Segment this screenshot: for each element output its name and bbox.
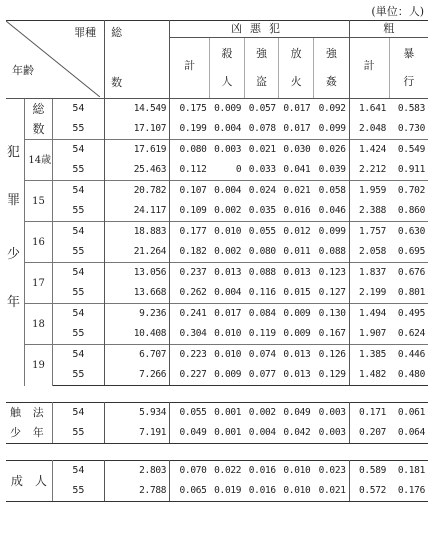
year-cell: 54 [52, 140, 105, 161]
value-cell: 0.009 [214, 103, 242, 114]
value-cell: 0.112 [179, 164, 207, 175]
value-cell: 0.446 [389, 345, 428, 366]
value-cell: 17.619 [105, 140, 170, 161]
age-label [25, 345, 52, 386]
corner-bottom-label: 年齢 [12, 64, 34, 77]
value-cell: 0.033 [248, 164, 276, 175]
value-cell: 1.494 [349, 304, 389, 325]
year-cell: 55 [52, 324, 105, 345]
shokuho-label-a: 触 [6, 403, 25, 424]
table-row [6, 283, 428, 304]
sub-header-top: 計 [184, 59, 196, 72]
value-cell: 21.264 [105, 242, 170, 263]
value-cell: 0.041 [283, 164, 311, 175]
value-cell: 2.212 [358, 164, 387, 175]
sub-header-top: 強 [256, 47, 268, 60]
value-cell: 0.039 [313, 160, 349, 181]
value-cell: 1.641 [358, 103, 387, 114]
value-cell: 0.092 [313, 99, 349, 120]
value-cell: 0.001 [210, 403, 245, 424]
value-cell: 0.003 [313, 423, 349, 444]
value-cell: 0.009 [279, 304, 314, 325]
value-cell: 0.011 [283, 246, 311, 257]
value-cell: 0.001 [210, 423, 245, 444]
value-cell: 0.730 [397, 123, 425, 134]
spacer-row [6, 386, 428, 403]
sub-header-bottom: 火 [290, 75, 302, 88]
value-cell: 0.129 [313, 365, 349, 386]
value-cell: 2.788 [105, 481, 170, 502]
value-cell: 0.013 [279, 345, 314, 366]
value-cell: 0.572 [349, 481, 389, 502]
rough-crime-header: 粗 [349, 21, 428, 38]
value-cell: 0.695 [397, 246, 425, 257]
age-label-line2: 数 [32, 122, 45, 136]
value-cell: 0.175 [179, 103, 207, 114]
juvenile-label [6, 99, 25, 386]
value-cell: 1.907 [358, 328, 387, 339]
value-cell: 0.004 [214, 123, 242, 134]
value-cell: 0.026 [313, 140, 349, 161]
value-cell: 0.199 [179, 123, 207, 134]
age-label-line1: 総 [32, 102, 45, 116]
value-cell: 0.004 [244, 423, 279, 444]
age-label [25, 140, 52, 181]
value-cell: 0.099 [313, 222, 349, 243]
value-cell: 0.107 [170, 181, 210, 202]
sub-header [170, 38, 210, 99]
age-label-text: 16 [32, 237, 45, 248]
value-cell: 7.266 [105, 365, 170, 386]
table-row [6, 99, 428, 120]
age-label-text: 15 [32, 196, 45, 207]
value-cell: 0.126 [313, 345, 349, 366]
shokuho-label-b: 法 [25, 403, 52, 424]
age-label [25, 304, 52, 345]
value-cell: 0.046 [313, 201, 349, 222]
value-cell: 0.480 [389, 365, 428, 386]
value-cell: 25.463 [105, 160, 170, 181]
value-cell: 0.119 [248, 328, 276, 339]
year-cell: 54 [52, 181, 105, 202]
total-header-top: 総 [111, 26, 123, 39]
value-cell: 5.934 [105, 403, 170, 424]
value-cell: 0.021 [313, 481, 349, 502]
sub-header-top: 殺 [221, 47, 233, 60]
value-cell: 0.061 [389, 403, 428, 424]
value-cell: 0.058 [313, 181, 349, 202]
sub-header [279, 38, 314, 99]
value-cell: 0.064 [389, 423, 428, 444]
value-cell: 20.782 [105, 181, 170, 202]
table-row [6, 345, 428, 366]
value-cell: 0.070 [170, 461, 210, 482]
table-row [6, 365, 428, 386]
value-cell: 0.021 [244, 140, 279, 161]
value-cell: 0.181 [389, 461, 428, 482]
value-cell: 0.127 [313, 283, 349, 304]
value-cell: 0.004 [214, 287, 242, 298]
value-cell: 0.030 [279, 140, 314, 161]
value-cell: 0.167 [313, 324, 349, 345]
table-row [6, 160, 428, 181]
value-cell: 0.017 [210, 304, 245, 325]
value-cell: 13.668 [105, 283, 170, 304]
year-cell: 55 [52, 242, 105, 263]
value-cell: 0.010 [210, 222, 245, 243]
age-label-text: 14歳 [28, 155, 52, 166]
value-cell: 0 [235, 164, 242, 175]
value-cell: 0.088 [313, 242, 349, 263]
value-cell: 0.080 [170, 140, 210, 161]
value-cell: 10.408 [105, 324, 170, 345]
value-cell: 2.058 [358, 246, 387, 257]
table-row [6, 181, 428, 202]
year-cell: 54 [52, 304, 105, 325]
year-cell: 55 [52, 481, 105, 502]
sub-header [349, 38, 389, 99]
sub-header-top: 放 [290, 47, 302, 60]
value-cell: 0.002 [244, 403, 279, 424]
table-row [6, 423, 428, 444]
value-cell: 18.883 [105, 222, 170, 243]
value-cell: 0.035 [248, 205, 276, 216]
value-cell: 14.549 [105, 99, 170, 120]
age-label-text: 18 [32, 319, 45, 330]
value-cell: 0.013 [279, 263, 314, 284]
table-row [6, 201, 428, 222]
table-row [6, 403, 428, 424]
value-cell: 0.084 [244, 304, 279, 325]
sub-header-top: 計 [363, 59, 375, 72]
corner-header [6, 21, 105, 99]
value-cell: 0.049 [170, 423, 210, 444]
sub-header-top: 暴 [403, 47, 415, 60]
age-label-text: 19 [32, 360, 45, 372]
value-cell: 0.088 [244, 263, 279, 284]
year-cell: 54 [52, 403, 105, 424]
year-cell: 54 [52, 99, 105, 120]
value-cell: 0.002 [214, 205, 242, 216]
value-cell: 0.024 [244, 181, 279, 202]
age-label [25, 181, 52, 222]
adult-label: 成 人 [6, 461, 52, 502]
value-cell: 1.385 [349, 345, 389, 366]
value-cell: 0.049 [279, 403, 314, 424]
value-cell: 0.009 [283, 328, 311, 339]
value-cell: 0.077 [244, 365, 279, 386]
year-cell: 55 [52, 160, 105, 181]
value-cell: 0.589 [349, 461, 389, 482]
value-cell: 0.223 [170, 345, 210, 366]
sub-header [210, 38, 245, 99]
unit-label: (単位：人) [371, 5, 424, 18]
value-cell: 0.016 [244, 481, 279, 502]
value-cell: 0.130 [313, 304, 349, 325]
value-cell: 0.116 [248, 287, 276, 298]
value-cell: 0.080 [248, 246, 276, 257]
value-cell: 0.078 [248, 123, 276, 134]
table-row [6, 263, 428, 284]
juvenile-label-char: 少 [7, 247, 21, 262]
table-row [6, 461, 428, 482]
value-cell: 0.702 [389, 181, 428, 202]
sub-header-bottom: 姦 [325, 75, 337, 88]
value-cell: 0.019 [210, 481, 245, 502]
value-cell: 0.003 [210, 140, 245, 161]
value-cell: 0.010 [279, 461, 314, 482]
total-header [105, 21, 170, 99]
value-cell: 0.015 [283, 287, 311, 298]
value-cell: 0.109 [179, 205, 207, 216]
value-cell: 2.199 [358, 287, 387, 298]
shokuho-label-b: 年 [25, 423, 52, 444]
year-cell: 55 [52, 365, 105, 386]
value-cell: 2.048 [358, 123, 387, 134]
table-row [6, 119, 428, 140]
value-cell: 0.009 [210, 365, 245, 386]
age-label [25, 263, 52, 304]
value-cell: 0.016 [244, 461, 279, 482]
value-cell: 0.630 [389, 222, 428, 243]
total-header-bottom: 数 [111, 76, 123, 89]
value-cell: 0.624 [397, 328, 425, 339]
sub-header-bottom: 行 [403, 75, 415, 88]
juvenile-label-char: 年 [7, 295, 21, 310]
value-cell: 7.191 [105, 423, 170, 444]
value-cell: 17.107 [105, 119, 170, 140]
header-row-top [6, 21, 428, 38]
sub-header [313, 38, 349, 99]
value-cell: 0.207 [349, 423, 389, 444]
value-cell: 24.117 [105, 201, 170, 222]
value-cell: 0.057 [248, 103, 276, 114]
value-cell: 0.021 [279, 181, 314, 202]
value-cell: 0.022 [210, 461, 245, 482]
value-cell: 6.707 [105, 345, 170, 366]
value-cell: 0.227 [170, 365, 210, 386]
year-cell: 55 [52, 201, 105, 222]
value-cell: 0.013 [279, 365, 314, 386]
age-label [25, 99, 52, 140]
value-cell: 0.177 [170, 222, 210, 243]
value-cell: 0.241 [170, 304, 210, 325]
value-cell: 0.065 [170, 481, 210, 502]
value-cell: 0.010 [210, 345, 245, 366]
value-cell: 0.042 [279, 423, 314, 444]
crime-rate-table [6, 20, 428, 502]
value-cell: 0.860 [397, 205, 425, 216]
sub-header-bottom: 人 [221, 75, 233, 88]
corner-top-label: 罪種 [74, 26, 97, 39]
age-label-text: 17 [32, 278, 45, 289]
value-cell: 0.182 [179, 246, 207, 257]
shokuho-label-a: 少 [6, 423, 25, 444]
year-cell: 54 [52, 263, 105, 284]
value-cell: 2.803 [105, 461, 170, 482]
value-cell: 0.262 [179, 287, 207, 298]
value-cell: 0.099 [313, 119, 349, 140]
sub-header-bottom: 盗 [256, 75, 268, 88]
value-cell: 0.012 [279, 222, 314, 243]
value-cell: 0.010 [214, 328, 242, 339]
value-cell: 0.304 [179, 328, 207, 339]
value-cell: 0.549 [389, 140, 428, 161]
spacer-row [6, 444, 428, 461]
value-cell: 0.003 [313, 403, 349, 424]
value-cell: 0.017 [283, 103, 311, 114]
table-body [6, 21, 428, 502]
value-cell: 1.757 [349, 222, 389, 243]
sub-header [244, 38, 279, 99]
year-cell: 55 [52, 119, 105, 140]
year-cell: 55 [52, 423, 105, 444]
juvenile-label-char: 犯 [7, 145, 21, 160]
year-cell: 54 [52, 222, 105, 243]
value-cell: 0.123 [313, 263, 349, 284]
value-cell: 0.023 [313, 461, 349, 482]
value-cell: 1.837 [349, 263, 389, 284]
value-cell: 1.424 [349, 140, 389, 161]
age-label [25, 222, 52, 263]
value-cell: 0.237 [170, 263, 210, 284]
value-cell: 0.055 [170, 403, 210, 424]
value-cell: 1.482 [349, 365, 389, 386]
value-cell: 0.495 [389, 304, 428, 325]
table-row [6, 324, 428, 345]
table-row [6, 481, 428, 502]
value-cell: 2.388 [358, 205, 387, 216]
value-cell: 0.016 [283, 205, 311, 216]
value-cell: 0.176 [389, 481, 428, 502]
value-cell: 0.911 [397, 164, 425, 175]
year-cell: 54 [52, 345, 105, 366]
value-cell: 0.583 [397, 103, 425, 114]
value-cell: 13.056 [105, 263, 170, 284]
value-cell: 0.171 [349, 403, 389, 424]
table-row [6, 140, 428, 161]
value-cell: 0.801 [397, 287, 425, 298]
year-cell: 54 [52, 461, 105, 482]
sub-header-top: 強 [325, 47, 337, 60]
value-cell: 1.959 [349, 181, 389, 202]
value-cell: 0.002 [214, 246, 242, 257]
value-cell: 9.236 [105, 304, 170, 325]
sub-header [389, 38, 428, 99]
table-row [6, 222, 428, 243]
value-cell: 0.013 [210, 263, 245, 284]
value-cell: 0.004 [210, 181, 245, 202]
year-cell: 55 [52, 283, 105, 304]
table-row [6, 242, 428, 263]
value-cell: 0.017 [283, 123, 311, 134]
value-cell: 0.074 [244, 345, 279, 366]
juvenile-label-char: 罪 [7, 193, 21, 208]
table-row [6, 304, 428, 325]
violent-crime-header: 凶悪犯 [170, 21, 349, 38]
value-cell: 0.055 [244, 222, 279, 243]
value-cell: 0.676 [389, 263, 428, 284]
value-cell: 0.010 [279, 481, 314, 502]
